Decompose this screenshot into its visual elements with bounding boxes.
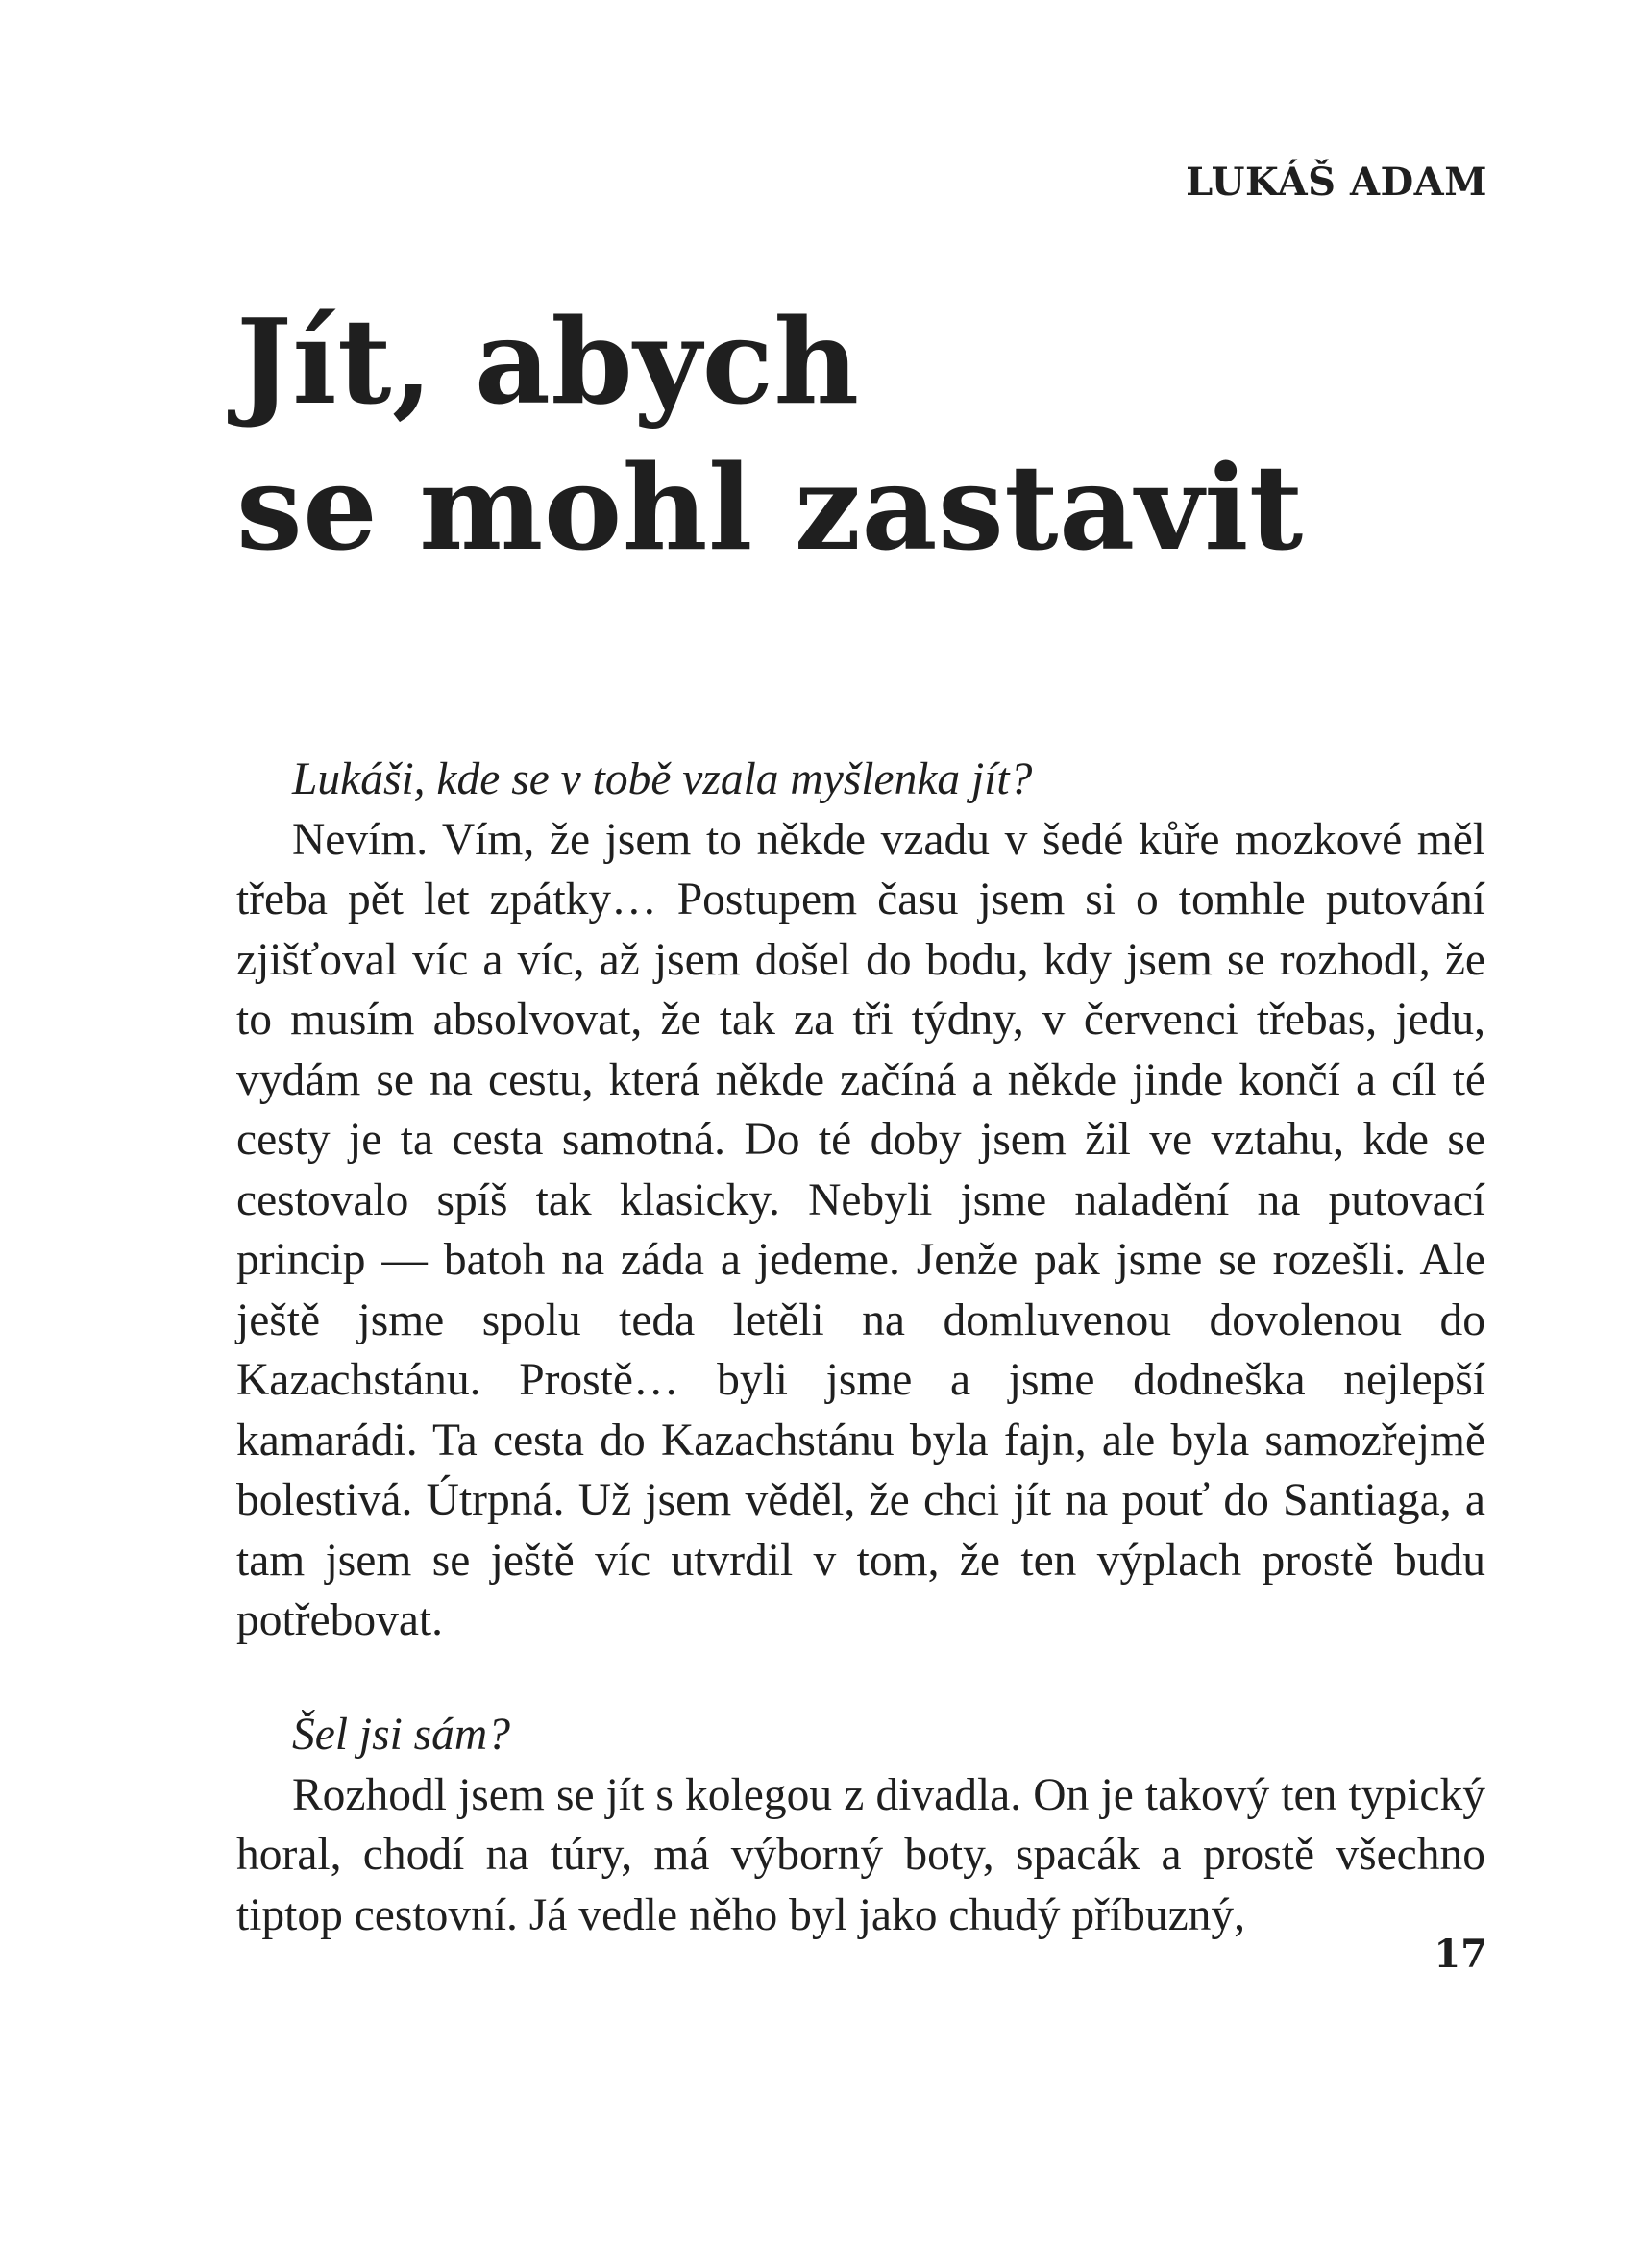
author-name: LUKÁŠ ADAM — [1186, 160, 1487, 205]
interview-section-2 — [236, 1705, 1485, 1945]
interview-answer: Rozhodl jsem se jít s kolegou z divadla. On je takový ten typický horal, chodí na túry, má výborný boty, spacák a prostě všechno tiptop cestovní. Já vedle něho byl jako chudý příbuzný, — [236, 1769, 1485, 1940]
interview-question: Šel jsi sám? — [292, 1710, 510, 1760]
chapter-title-line-1: Jít, abych — [236, 292, 860, 431]
interview-answer: Nevím. Vím, že jsem to někde vzadu v šedé kůře mozkové měl třeba pět let zpátky… Postupem času jsem si o tomhle putování zjišťoval víc a víc, až jsem došel do bodu, kdy jsem se rozhodl, že to musím absolvovat, že tak za tři týdny, v červenci třebas, jedu, vydám se na cestu, která někde začíná a někde jinde končí a cíl té cesty je ta cesta samotná. Do té doby jsem žil ve vztahu, kde se cestovalo spíš tak klasicky. Nebyli jsme naladění na putovací princip — batoh na záda a jedeme. Jenže pak jsme se rozešli. Ale ještě jsme spolu teda letěli na domluvenou dovolenou do Kazachstánu. Prostě… byli jsme a jsme dodneška nejlepší kamarádi. Ta cesta do Kazachstánu byla fajn, ale byla samozřejmě bolestivá. Útrpná. Už jsem věděl, že chci jít na pouť do Santiaga, a tam jsem se ještě víc utvrdil v tom, že ten výplach prostě budu potřebovat. — [236, 814, 1485, 1645]
interview-question: Lukáši, kde se v tobě vzala myšlenka jít? — [292, 754, 1033, 804]
chapter-title — [236, 288, 1485, 580]
chapter-title-line-2: se mohl zastavit — [236, 438, 1304, 577]
page-number: 17 — [1434, 1932, 1487, 1977]
interview-section-1 — [236, 750, 1485, 1651]
